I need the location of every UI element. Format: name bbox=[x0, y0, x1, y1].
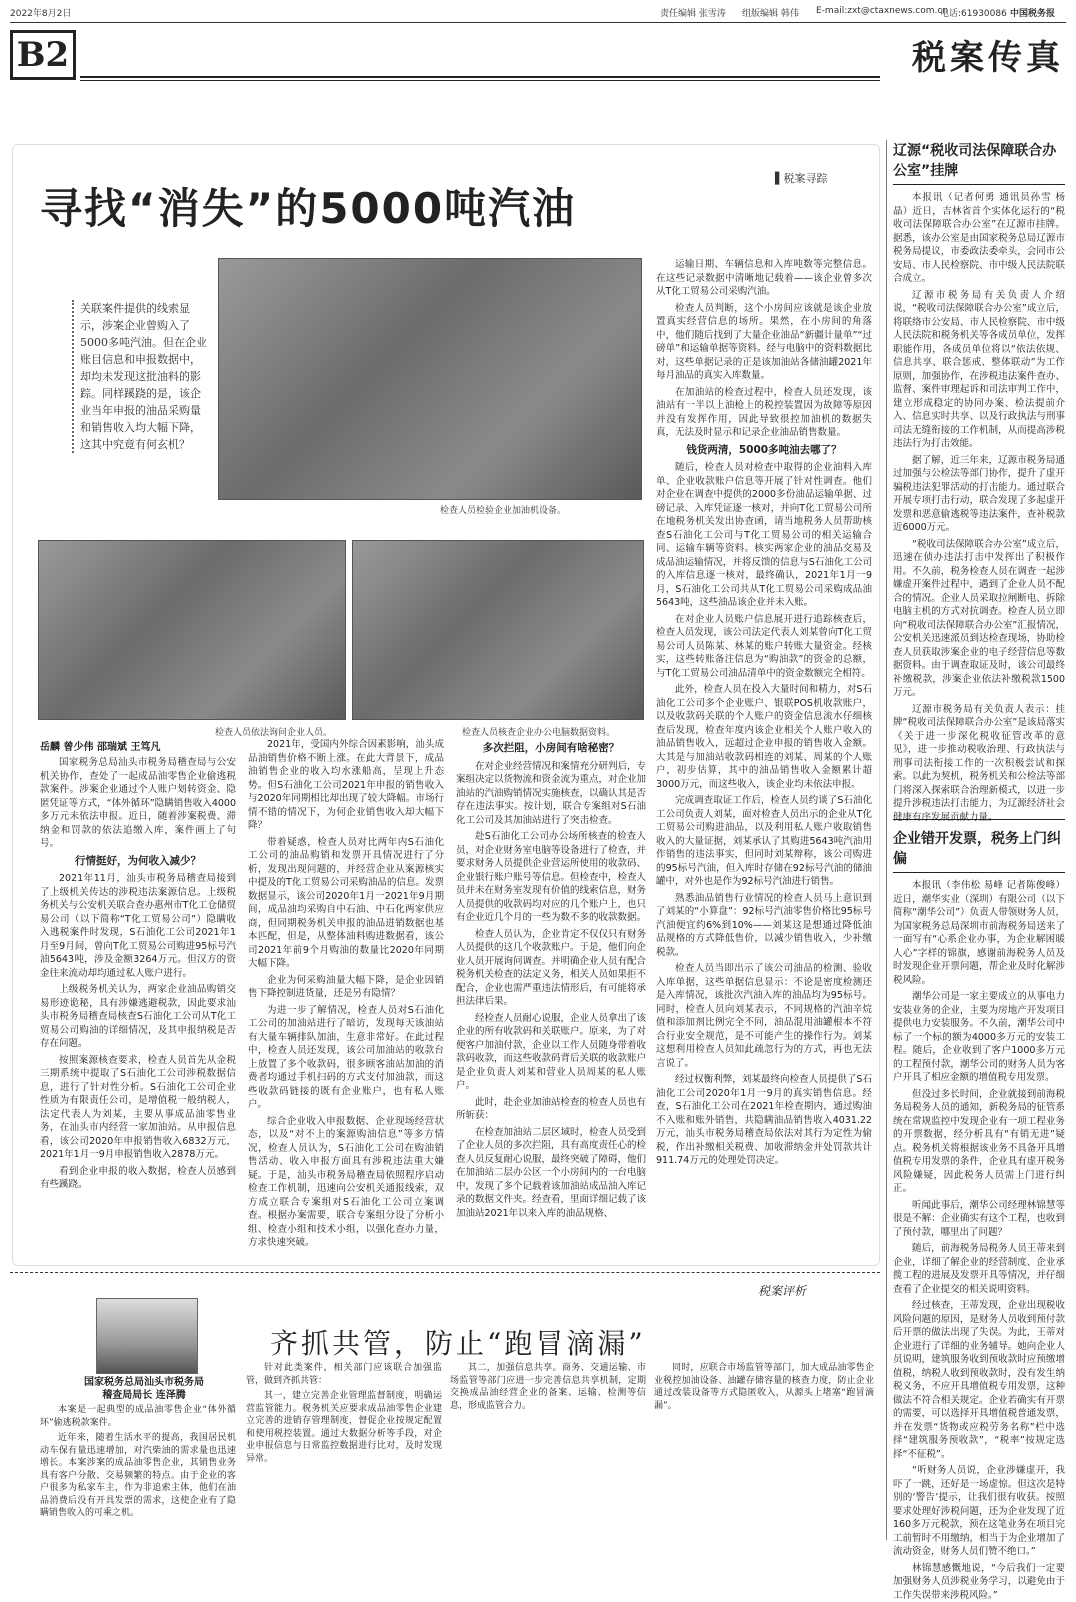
para: 企业为何采购油量大幅下降，是企业因销售下降控制进货量，还是另有隐情？ bbox=[248, 974, 444, 1001]
para: 经检查人员耐心说服，企业人员拿出了该企业的所有收款码和关联账户。原来，为了对便客户加油付款，企业以工作人员随身带着收款码收款，而这些收款码背后关联的收款账户是企业负责人刘某和营业人员周某的私人账户。 bbox=[456, 1012, 646, 1093]
photo-interview bbox=[38, 540, 346, 720]
para: 2021年，受国内外综合因素影响，汕头成品油销售价格不断上涨。在此大背景下，成品油销售企业的收入均水涨船高，呈现上升态势。但S石油化工公司2021年申报的销售收入与2020年同期相比却出现了较大降幅。市场行情不错的情况下，为何企业销售收入却大幅下降？ bbox=[248, 738, 444, 833]
masthead-rule-thin bbox=[80, 80, 880, 81]
headline: 寻找“消失”的5000吨汽油 bbox=[40, 176, 640, 236]
commentary-col-1 bbox=[40, 1404, 236, 1540]
para: 随后，检查人员对检查中取得的企业油料入库单、企业收款账户信息等开展了针对性调查。他们对企业在调查中提供的2000多份油品运输单据、过磅记录、入库凭证逐一核对，并向T化工贸易公司所在地税务机关发出协查函，请当地税务人员帮助核查S石油化工公司与T化工贸易公司的相关运输合同、运输车辆等资料。核实两家企业的油品交易及成品油运输情况，并将反馈的信息与S石油化工公司的入库信息逐一核对，最终确认，2021年1月一9月，S石油化工公司共从T化工贸易公司采购成品油5643吨，这些油品该企业并未入账。 bbox=[656, 461, 872, 610]
para: 检查人员判断，这个小房间应该就是该企业放置真实经营信息的场所。果然，在小房间的角落中，他们随后找到了大量企业油品“新疆计量单”“过磅单”和运输单据等资料。经与电脑中的资料数据比对，这些单据记录的正是该加油站各储油罐2021年每月油品的真实入库数量。 bbox=[656, 302, 872, 383]
para: 带着疑惑，检查人员对比两年内S石油化工公司的油品购销和发票开具情况进行了分析，发现出现问题的，并经营企业从案源核实中提及的T化工贸易公司采购油品的信息。发票数据显示，该公司2020年1月一2021年9月期间，成品油均采购自中石油、中石化两家供应商，但同期税务机关申报的油品进销数据也基本匹配，但是，从整体油料购进数据看，该公司2021年前9个月购油的数量比2020年同期大幅下降。 bbox=[248, 836, 444, 971]
sidebar-divider bbox=[886, 140, 887, 1540]
para: 运输日期、车辆信息和入库吨数等完整信息。在这些记录数据中清晰地记载着——该企业曾多次从T化工贸易公司采购汽油。 bbox=[656, 258, 872, 299]
lede: 关联案件提供的线索显示，涉案企业曾购入了5000多吨汽油。但在企业账目信息和申报数据中，却均未发现这批油料的影踪。同样蹊跷的是，该企业当年申报的油品采购量和销售收入均大幅下降，这其中究竟有何玄机？ bbox=[72, 300, 210, 453]
column-2 bbox=[248, 738, 444, 1268]
section-title: 税案传真 bbox=[874, 30, 1064, 80]
para: 检查人员认为，企业肯定不仅仅只有财务人员提供的这几个收款账户。于是，他们向企业人员开展询问调查。并明确企业人员有配合税务机关检查的法定义务，相关人员如果拒不配合，企业也需严重违法情形后，有可能将承担法律后果。 bbox=[456, 928, 646, 1009]
para: 其一，建立完善企业管理监督制度，明确运营监管能力。税务机关应要求成品油零售企业建立完善的进销存管理制度，督促企业按规定配置和使用税控装置。通过大数据分析等手段，对企业申报信息与日常监控数据进行比对，及时发现异常。 bbox=[246, 1390, 442, 1465]
para: 检查人员当即出示了该公司油品的检测、验收入库单据，这些单据信息显示：不论是密度检测还是入库情况，该批次汽油入库的油品均为95标号。同时，检查人员向刘某表示，不同规格的汽油辛烷值和添加剂比例完全不同，油品混用油罐根本不符合行业安全规范，是不可能产生的操作行为。刘某这想利用检查人员知此疏忽行为的方式，再也无法言说了。 bbox=[656, 962, 872, 1070]
issue-date: 2022年8月2日 bbox=[10, 6, 71, 19]
commentary-col-2 bbox=[246, 1362, 442, 1540]
photo-computer bbox=[352, 540, 644, 720]
commentary-author bbox=[74, 1376, 214, 1402]
para: 潮华公司是一家主要成立的从事电力安装业务的企业，主要为房地产开发项目提供电力安装服务。不久前，潮华公司中标了一个标的额为4000多万元的安装工程。随后，企业收到了客户1000多万元的工程预付款，潮华公司的财务人员为客户开具了相应金额的增值税专用发票。 bbox=[893, 990, 1065, 1085]
para: 国家税务总局汕头市税务局稽查局与公安机关协作，查处了一起成品油零售企业偷逃税款案件。涉案企业通过个人账户划转资金、隐匿凭证等方式，“体外循环”隐瞒销售收入4000多万元未依法申报。近日，随着涉案税费、滞纳金和罚款的依法追缴入库，案件画上了句号。 bbox=[40, 756, 236, 851]
para: 本案是一起典型的成品油零售企业“体外循环”偷逃税款案件。 bbox=[40, 1404, 236, 1429]
para: 综合企业收入申报数据、企业现场经营状态，以及“对不上的案源购油信息”等多方情况，检查人员认为，S石油化工公司在购油销售活动、收入申报方面具有涉税违法重大嫌疑。于是，汕头市税务局稽查局依照程序启动检查工作机制，迅速向公安机关通报线索，双方成立联合专案组对S石油化工公司立案调查。根据办案需要，联合专案组分设了分析小组、检查小组和技术小组，以强化查办力量，方求快速突破。 bbox=[248, 1115, 444, 1250]
para: 本报讯（李伟松 易峰 记者陈俊峰）近日，潮华实业（深圳）有限公司（以下简称“潮华公司”）负责人带领财务人员，为国家税务总局深圳市前海税务局送来了一面写有“心系企业办事，为企业解困暖人心”字样的锦旗，感谢前海税务人员及时发现企业开票问题，帮企业及时化解涉税风险。 bbox=[893, 879, 1065, 987]
para: 上级税务机关认为，两家企业油品购销交易形迹诡秘，具有涉嫌逃避税款，因此要求汕头市税务局稽查局核查S石油化工公司从T化工贸易公司购油的详细情况，及其申报纳税是否存在问题。 bbox=[40, 983, 236, 1051]
photo-inspect-pump bbox=[218, 258, 642, 500]
para: 其二，加强信息共享。商务、交通运输、市场监管等部门应进一步完善信息共享机制，定期交换成品油经营企业的备案、运输、检测等信息，形成监管合力。 bbox=[450, 1362, 646, 1412]
author-portrait bbox=[96, 1298, 198, 1374]
para: 此外，检查人员在投入大量时间和精力，对S石油化工公司多个企业账户、银联POS机收款账户，以及收款码关联的个人账户的资金信息流水仔细核查后发现，检查年度内该企业相关个人账户收入的油品销售收入，远超过企业申报的销售收入金额。大其是与加油站收款码相连的刘某、周某的个人账户，初步估算，其中的油品销售收入金额累计超3000万元，而这些收入，该企业均未依法申报。 bbox=[656, 683, 872, 791]
para: 据了解，近三年来，辽源市税务局通过加强与公检法等部门协作，提升了虚开骗税违法犯罪活动的打击能力。通过联合开展专项打击行动，联合发现了多起虚开发票和恶意偷逃税等违法案件，查补税款近6000万元。 bbox=[893, 454, 1065, 535]
para: “税收司法保障联合办公室”成立后，迅速在侦办违法打击中发挥出了积极作用。不久前，税务检查人员在调查一起涉嫌虚开案件过程中，遇到了企业人员不配合的情况。企业人员采取拉闸断电、拆除电脑主机的方式对抗调查。检查人员立即向“税收司法保障联合办公室”汇报情况，公安机关迅速派员到达检查现场，协助检查人员获取涉案企业的电子经营信息等数据资料。由于调查取证及时，该公司最终补缴税款，涉案企业依法补缴税款1500万元。 bbox=[893, 538, 1065, 700]
masthead-rule bbox=[80, 76, 880, 78]
para: 熟悉油品销售行业情况的检查人员马上意识到了刘某的“小算盘”：92标号汽油零售价格比95标号汽油便宜约6%到10%——刘某这是想通过降低油品规格的方式降低售价，以减少销售收入，少补缴税款。 bbox=[656, 892, 872, 960]
para: 辽源市税务局有关负责人介绍说，“税收司法保障联合办公室”成立后，将联络市公安局、市人民检察院、市中级人民法院和税务机关等各成员单位，发挥职能作用，各成员单位将以“依法依规、信息共享、联合惩戒、整体联动”为工作原则，加强协作，在涉税违法案件查办、监督、案件审理起诉和司法审判工作中，建立形成稳定的协同办案、检法提前介入、信息实时共享、以及行政执法与刑事司法无缝衔接的工作机制，从而提高涉税违法行为打击效能。 bbox=[893, 289, 1065, 451]
page-number: B2 bbox=[10, 30, 76, 80]
paper-name: 中国税务报 bbox=[1010, 6, 1055, 19]
para: “听财务人员说，企业涉嫌虚开，我吓了一跳，还好是一场虚惊。但这次是特别的‘警告’提示，让我们很有收获。按照要求处理好涉税问题，还为企业发现了近160多万元税款，预在这笔业务在项目完工前暂时不用缴纳，相当于为企业增加了流动资金，财务人员们赞不绝口。” bbox=[893, 1464, 1065, 1559]
column-3 bbox=[456, 738, 646, 1268]
sidebar-story1-title: 辽源“税收司法保障联合办公室”挂牌 bbox=[893, 140, 1065, 185]
phone: 电话:61930086 bbox=[940, 6, 1007, 19]
sidebar-story2-body bbox=[893, 879, 1065, 1539]
para: 听闻此事后，潮华公司经理林锦慧等很是不解：企业确实有这个工程，也收到了预付款，哪里出了问题？ bbox=[893, 1199, 1065, 1240]
para: 经过权衡利弊，刘某最终向检查人员提供了S石油化工公司2020年1月一9月的真实销售信息。经查，S石油化工公司在2021年检查期内，通过购油不入账和账外销售，共隐瞒油品销售收入4031.22万元，汕头市税务局稽查局依法对其行为定性为偷税，作出补缴相关税费、加收滞纳金并处罚款共计911.74万元的处理处罚决定。 bbox=[656, 1073, 872, 1168]
subhead-1: 行情挺好，为何收入减少？ bbox=[40, 855, 236, 869]
para: 2021年11月，汕头市税务局稽查局接到了上级机关传达的涉税违法案源信息。上级税务机关与公安机关联合查办惠州市T化工仓储贸易公司（以下简称“T化工贸易公司”）隐瞒收入逃税案件时发现，S石油化工公司2021年1月至9月间，曾向T化工贸易公司购进95标号汽油5643吨，涉及金额3264万元。但汉方的资金往来流动却均通过私人账户进行。 bbox=[40, 872, 236, 980]
para: 经过核查，王蒂发现，企业出现税收风险问题的原因，是财务人员收到预付款后开票的做法出现了失误。为此，王蒂对企业进行了详细的业务辅导。她向企业人员说明，建筑服务收到预收款时应预缴增值税，纳税人收到预收款时，没有发生纳税义务，不应开具增值税专用发票，这种做法不符合相关规定。企业若确实有开票的需要，可以选择开具增值税普通发票，并在发票“货物或应税劳务名称”栏中选择“建筑服务预收款”，“税率”按规定选择“不征税”。 bbox=[893, 1299, 1065, 1461]
commentary-col-3 bbox=[450, 1362, 646, 1540]
para: 本报讯（记者何勇 通讯员孙雪 杨晶）近日，吉林省首个实体化运行的“税收司法保障联合办公室”在辽源市挂牌。据悉，该办公室是由国家税务总局辽源市税务局提议，市委政法委牵头，会同市公安局、市人民检察院、市中级人民法院联合成立。 bbox=[893, 191, 1065, 286]
para: 针对此类案件，相关部门应该联合加强监管，做到齐抓共管： bbox=[246, 1362, 442, 1387]
para: 随后，前海税务局税务人员王蒂来到企业，详细了解企业的经营制度、企业承揽工程的进展及发票开具等情况，并仔细查看了企业提交的相关说明资料。 bbox=[893, 1242, 1065, 1296]
subhead-2: 多次拦阻，小房间有啥秘密？ bbox=[456, 742, 646, 756]
author-title: 稽查局局长 连泽腾 bbox=[74, 1389, 214, 1402]
para: 辽源市税务局有关负责人表示：挂牌“税收司法保障联合办公室”是该局落实《关于进一步深化税收征管改革的意见》，进一步推动税收治理、行政执法与刑事司法衔接工作的一次积极尝试和探索。以此为契机，税务机关和公检法等部门将深入探索联合治理新模式，以进一步提升涉税违法打击能力，为辽源经济社会健康有序发展贡献力量。 bbox=[893, 703, 1065, 825]
commentary-col-4 bbox=[654, 1362, 874, 1540]
top-bar bbox=[10, 6, 1066, 20]
commentary-title: 齐抓共管，防止“跑冒滴漏” bbox=[270, 1322, 646, 1362]
para: 完成调查取证工作后，检查人员约谈了S石油化工公司负责人刘某，面对检查人员出示的企业从T化工贸易公司购进油品，以及利用私人账户收取销售收入的大量证据，刘某承认了其购进5643吨汽油用作销售的违法事实，但同时刘某辩称，该公司购进的95标号汽油，但入库时存储在92标号汽油的储油罐中，对外也是作为92标号汽油进行销售。 bbox=[656, 794, 872, 889]
commentary-tag: 税案评析 bbox=[758, 1282, 806, 1299]
email: E-mail:zxt@ctaxnews.com.cn bbox=[816, 6, 948, 16]
para: 同时，应联合市场监管等部门，加大成品油零售企业税控加油设备、油罐存储容量的核查力度，防止企业通过改装设备等方式隐匿收入，从源头上堵塞“跑冒滴漏”。 bbox=[654, 1362, 874, 1412]
column-4 bbox=[656, 258, 872, 1268]
para: 为进一步了解情况，检查人员对S石油化工公司的加油站进行了暗访，发现每天该油站有大量车辆排队加油，生意非常好。在此过程中，检查人员还发现，该公司加油站的收款台上放置了多个收款码，很多顾客油站加油的消费者均通过手机扫码的方式支付加油款，而这些收款码链接的既有企业账户，也有私人账户。 bbox=[248, 1004, 444, 1112]
caption-2: 检查人员依法询问企业人员。 bbox=[215, 725, 332, 738]
para: 此时，赴企业加油站检查的检查人员也有所斩获： bbox=[456, 1096, 646, 1123]
subhead-3: 钱货两清，5000多吨油去哪了？ bbox=[656, 444, 872, 458]
caption-1: 检查人员检验企业加油机设备。 bbox=[440, 503, 566, 516]
editor-credit: 责任编辑 张雪涛 bbox=[660, 6, 726, 19]
sidebar bbox=[893, 140, 1065, 1539]
para: 在对企业人员账户信息展开进行追踪核查后，检查人员发现，该公司法定代表人刘某曾向T化工贸易公司人员陈某、林某的账户转账大量资金。经核实，这些转账备注信息为“购油款”的资金的总额，与T化工贸易公司油品清单中的资金数额完全相符。 bbox=[656, 613, 872, 681]
para: 在加油站的检查过程中，检查人员还发现，该油站有一半以上油枪上的税控装置因为故障等原因并没有发挥作用，因此导致很控加油机的数据失真，无法及时显示和记录企业油品销售数量。 bbox=[656, 386, 872, 440]
designer-credit: 组版编辑 韩伟 bbox=[742, 6, 799, 19]
column-tag: ▌税案寻踪 bbox=[775, 170, 827, 186]
author-org: 国家税务总局汕头市税务局 bbox=[74, 1376, 214, 1389]
sidebar-story2-title: 企业错开发票，税务上门纠偏 bbox=[893, 819, 1065, 873]
para: 按照案源核查要求，检查人员首先从金税三期系统中提取了S石油化工公司涉税数据信息，进行了针对性分析。S石油化工公司企业性质为有限责任公司，是增值税一般纳税人，法定代表人为刘某，主要从事成品油零售业务，在汕头市内经营一家加油站。从申报信息看，该公司2020年申报销售收入6832万元，2021年1月一9月申报销售收入2878万元。 bbox=[40, 1054, 236, 1162]
byline: 岳麟 曾少伟 邵瑞斌 王笃凡 bbox=[40, 738, 160, 753]
para: 在对企业经营情况和案情充分研判后，专案组决定以货物流和资金流为重点，对企业加油站的汽油购销情况实施核查，以确认其是否存在违法事实。按计划，联合专案组对S石油化工公司及其加油站进行了突击检查。 bbox=[456, 760, 646, 828]
column-1 bbox=[40, 756, 236, 1268]
para: 林锦慧感慨地说，“今后我们一定要加强财务人员涉税业务学习，以避免由于工作失误带来涉税风险。” bbox=[893, 1562, 1065, 1602]
para: 但没过多长时间，企业就接到前海税务局税务人员的通知，新税务局的征管系统在常规监控中发现企业有一项工程业务的开票数据，经分析具有“有销无进”疑点。税务机关将根据该业务不具备开具增值税专用发票的条件，企业具有虚开税务风险嫌疑，因此税务人员需上门进行纠正。 bbox=[893, 1088, 1065, 1196]
sidebar-story1-body bbox=[893, 191, 1065, 811]
para: 在检查加油站二层区域时，检查人员受到了企业人员的多次拦阻，具有高度责任心的检查人员反复耐心说服，最终突破了障碍，他们在加油站二层办公区一个小房间内的一台电脑中，发现了多个记载着该加油站成品油入库记录的数据文件夹。经查看，里面详细记载了该加油站2021年以来入库的油品规格、 bbox=[456, 1126, 646, 1221]
para: 看到企业申报的收入数据，检查人员感到有些蹊跷。 bbox=[40, 1165, 236, 1192]
para: 赴S石油化工公司办公场所核查的检查人员，对企业财务室电脑等设备进行了检查，并要求财务人员提供企业营运所使用的收款码、企业银行账户账号等信息。但检查中，检查人员并未在财务室发现有价值的线索信息，财务人员提供的收款码均对应的几个账户上，也只有企业近几个月的一些为数不多的收款数据。 bbox=[456, 830, 646, 925]
para: 近年来，随着生活水平的提高，我国居民机动车保有量迅速增加，对汽柴油的需求量也迅速增长。本案涉案的成品油零售企业，其销售业务具有客户分散、交易频繁的特点。由于企业的客户很多为私家车主，作为非追索主体，他们在油品消费后没有开具发票的需求，这使企业有了隐瞒销售收入的可乘之机。 bbox=[40, 1432, 236, 1520]
top-rule bbox=[10, 22, 1066, 23]
caption-3: 检查人员核查企业办公电脑数据资料。 bbox=[462, 725, 615, 738]
